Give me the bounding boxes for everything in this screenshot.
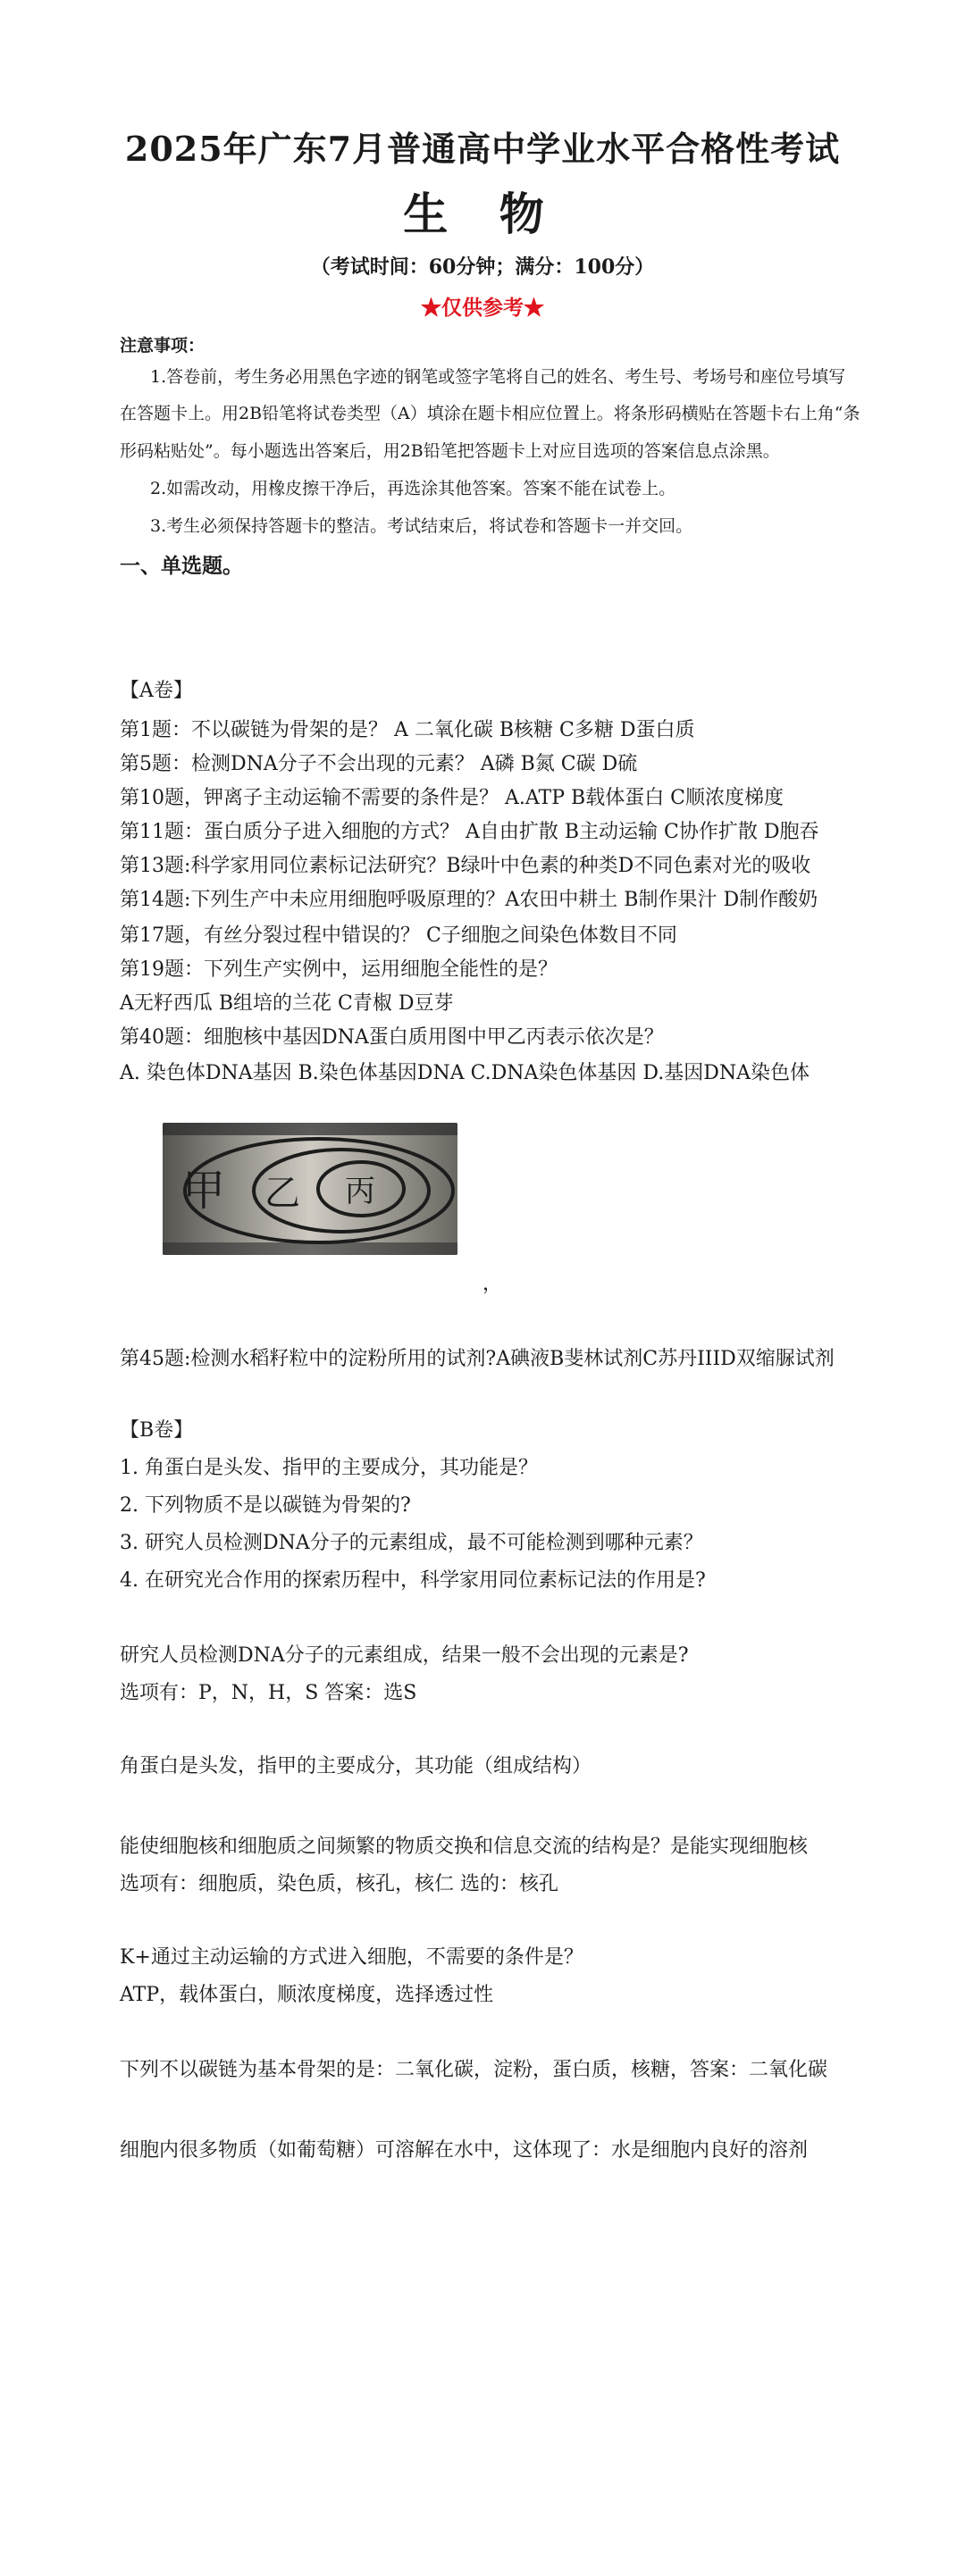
note-line: 形码粘贴处”。每小题选出答案后，用2B铅笔把答题卡上对应目选项的答案信息点涂黑。 [120, 441, 780, 461]
question-line: 第19题：下列生产实例中，运用细胞全能性的是？ [120, 958, 558, 981]
note-line: 研究人员检测DNA分子的元素组成，结果一般不会出现的元素是? [120, 1644, 689, 1667]
nested-circles-photo [163, 1123, 457, 1255]
question-line: A无籽西瓜 B组培的兰花 C青椒 D豆芽 [120, 992, 454, 1015]
label-yi: 乙 [264, 1173, 300, 1214]
note-line: 角蛋白是头发，指甲的主要成分，其功能（组成结构） [120, 1755, 592, 1777]
question-line: 第10题，钾离子主动运输不需要的条件是？ A.ATP B载体蛋白 C顺浓度梯度 [120, 787, 785, 809]
subject-title: 生 物 [403, 188, 562, 240]
label-bing: 丙 [345, 1174, 375, 1209]
page-title: 2025年广东7月普通高中学业水平合格性考试 [124, 129, 841, 169]
note-line: ATP，载体蛋白，顺浓度梯度，选择透过性 [120, 1984, 494, 2006]
answer-options: A. 染色体DNA基因 B.染色体基因DNA C.DNA染色体基因 D.基因DNA染色体 [120, 1062, 810, 1084]
note-line: 2.如需改动，用橡皮擦干净后，再选涂其他答案。答案不能在试卷上。 [150, 479, 676, 498]
question-line: 3. 研究人员检测DNA分子的元素组成，最不可能检测到哪种元素？ [120, 1532, 703, 1554]
question-line: 第17题，有丝分裂过程中错误的？ C子细胞之间染色体数目不同 [120, 924, 677, 947]
stray-comma: ， [482, 1273, 503, 1295]
nested-circles-drawing [163, 1123, 457, 1255]
question-line: 2. 下列物质不是以碳链为骨架的? [120, 1494, 411, 1517]
question-line: 第13题:科学家用同位素标记法研究？B绿叶中色素的种类D不同色素对光的吸收 [120, 855, 811, 877]
label-jia: 甲 [182, 1166, 226, 1216]
note-line: 下列不以碳链为基本骨架的是：二氧化碳，淀粉，蛋白质，核糖，答案：二氧化碳 [120, 2059, 828, 2081]
note-line: 选项有：P，N，H，S 答案：选S [120, 1682, 417, 1704]
section-title: 一、单选题。 [120, 554, 243, 578]
note-line: K+通过主动运输的方式进入细胞，不需要的条件是？ [120, 1946, 583, 1969]
paper-a-heading: 【A卷】 [120, 680, 193, 702]
exam-info: （考试时间：60分钟；满分：100分） [310, 255, 655, 279]
question-line: 1. 角蛋白是头发、指甲的主要成分，其功能是？ [120, 1457, 538, 1479]
question-line: 第11题：蛋白质分子进入细胞的方式？ A自由扩散 B主动运输 C协作扩散 D胞吞 [120, 821, 819, 843]
note-line: 在答题卡上。用2B铅笔将试卷类型（A）填涂在题卡相应位置上。将条形码横贴在答题卡右上角“条 [120, 404, 860, 423]
note-line: 1.答卷前，考生务必用黑色字迹的钢笔或签字笔将自己的姓名、考生号、考场号和座位号填写 [150, 367, 846, 387]
question-line: 4. 在研究光合作用的探索历程中，科学家用同位素标记法的作用是? [120, 1569, 706, 1592]
question-line: 第45题:检测水稻籽粒中的淀粉所用的试剂?A碘液B斐林试剂C苏丹IIID双缩脲试剂 [120, 1348, 835, 1370]
paper-b-heading: 【B卷】 [120, 1419, 194, 1442]
question-line: 第14题:下列生产中未应用细胞呼吸原理的？A农田中耕土 B制作果汁 D制作酸奶 [120, 889, 818, 911]
question-line: 第5题：检测DNA分子不会出现的元素？ A磷 B氮 C碳 D硫 [120, 753, 638, 775]
question-line: 第1题：不以碳链为骨架的是？ A 二氧化碳 B核糖 C多糖 D蛋白质 [120, 719, 695, 741]
question-line: 第40题：细胞核中基因DNA蛋白质用图中甲乙丙表示依次是？ [120, 1026, 664, 1049]
note-line: 能使细胞核和细胞质之间频繁的物质交换和信息交流的结构是？是能实现细胞核 [120, 1836, 809, 1858]
reference-label: ★仅供参考★ [421, 296, 544, 320]
notes-heading: 注意事项： [120, 336, 206, 355]
note-line: 3.考生必须保持答题卡的整洁。考试结束后，将试卷和答题卡一并交回。 [150, 516, 693, 536]
note-line: 细胞内很多物质（如葡萄糖）可溶解在水中，这体现了：水是细胞内良好的溶剂 [120, 2139, 809, 2162]
note-line: 选项有：细胞质，染色质，核孔，核仁 选的：核孔 [120, 1873, 558, 1895]
